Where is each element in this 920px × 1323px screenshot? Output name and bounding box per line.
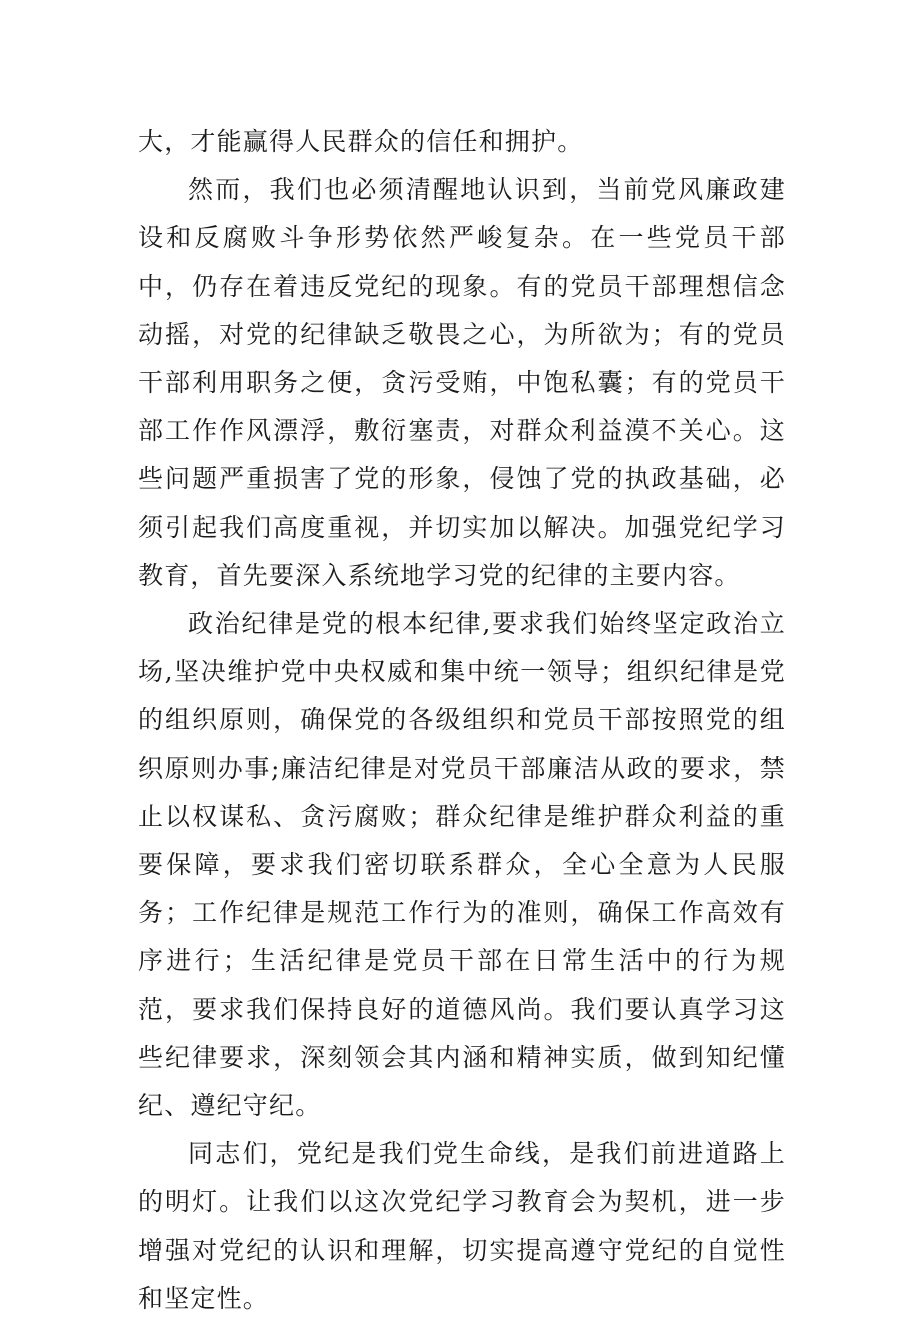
paragraph: 然而，我们也必须清醒地认识到，当前党风廉政建设和反腐败斗争形势依然严峻复杂。在一些党员干部中，仍存在着违反党纪的现象。有的党员干部理想信念动摇，对党的纪律缺乏敬畏之心，为所欲为；有的党员干部利用职务之便，贪污受贿，中饱私囊；有的党员干部工作作风漂浮，敷衍塞责，对群众利益漠不关心。这些问题严重损害了党的形象，侵蚀了党的执政基础，必须引起我们高度重视，并切实加以解决。加强党纪学习教育，首先要深入系统地学习党的纪律的主要内容。: [138, 175, 786, 590]
paragraph: 同志们，党纪是我们党生命线，是我们前进道路上的明灯。让我们以这次党纪学习教育会为契机，进一步增强对党纪的认识和理解，切实提高遵守党纪的自觉性和坚定性。: [138, 1139, 786, 1313]
paragraph-continuation: 大，才能赢得人民群众的信任和拥护。: [138, 127, 584, 156]
paragraph: 政治纪律是党的根本纪律,要求我们始终坚定政治立场,坚决维护党中央权威和集中统一领导；组织纪律是党的组织原则，确保党的各级组织和党员干部按照党的组织原则办事;廉洁纪律是对党员干部廉洁从政的要求，禁止以权谋私、贪污腐败；群众纪律是维护群众利益的重要保障，要求我们密切联系群众，全心全意为人民服务；工作纪律是规范工作行为的准则，确保工作高效有序进行；生活纪律是党员干部在日常生活中的行为规范，要求我们保持良好的道德风尚。我们要认真学习这些纪律要求，深刻领会其内涵和精神实质，做到知纪懂纪、遵纪守纪。: [138, 609, 786, 1121]
document-body: [138, 118, 786, 1323]
